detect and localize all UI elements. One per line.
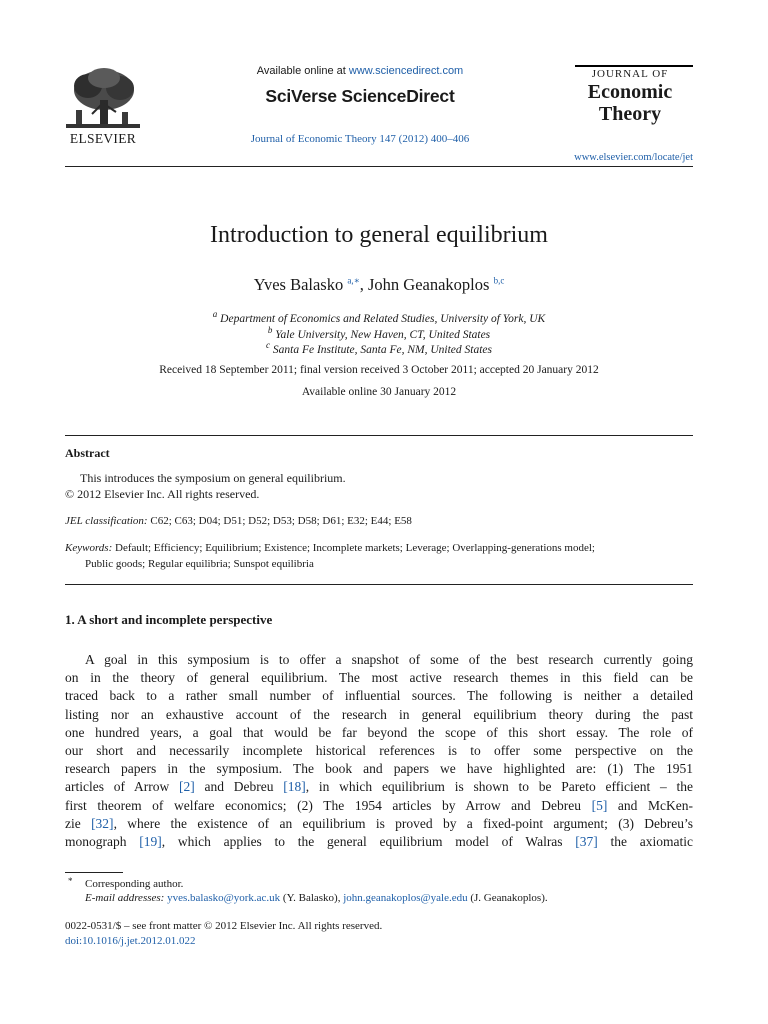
affiliation-text: Santa Fe Institute, Santa Fe, NM, United States: [272, 344, 492, 356]
affiliation-text: Department of Economics and Related Studies, University of York, UK: [220, 313, 546, 325]
body-line: [65, 778, 693, 796]
keywords: [65, 541, 693, 572]
email-owner: (J. Geanakoplos).: [467, 892, 548, 904]
body-line: [65, 815, 693, 833]
reference-link[interactable]: [2]: [179, 779, 195, 795]
body-text-run: monograph: [65, 833, 140, 849]
affiliation: [65, 340, 693, 356]
body-text-run: and Debreu: [194, 779, 284, 795]
body-line: traced back to a rather small number of influential sources. The following is neither a detailed: [65, 688, 693, 704]
reference-link[interactable]: [5]: [591, 797, 608, 813]
jel-classification: [65, 515, 412, 527]
body-text-run: and McKen-: [607, 797, 693, 813]
body-text-run: , which applies to the general equilibrium model of Walras: [161, 833, 576, 849]
affiliation: [65, 325, 693, 341]
journal-logo-line3: Theory: [598, 103, 662, 125]
article-history: Received 18 September 2011; final version received 3 October 2011; accepted 20 January 2012: [159, 364, 599, 376]
body-text-run: zie: [65, 815, 92, 831]
header-divider: [65, 166, 693, 167]
available-online-prefix: Available online at: [256, 65, 349, 77]
affiliation-text: Yale University, New Haven, CT, United States: [275, 329, 491, 341]
body-text-run: articles of Arrow: [65, 779, 180, 795]
journal-logo-line1: JOURNAL OF: [591, 68, 669, 80]
reference-link[interactable]: [32]: [91, 815, 114, 831]
journal-logo-line2: Economic: [587, 81, 673, 103]
body-line: research papers in the symposium. The book and papers we have highlighted are: (1) The 1951: [65, 761, 693, 777]
affiliation-mark: a: [212, 309, 218, 320]
section-body: [65, 651, 693, 851]
keywords-label: Keywords:: [65, 542, 113, 554]
email-addresses: [85, 892, 548, 904]
section-heading: 1. A short and incomplete perspective: [65, 612, 273, 627]
affiliation-mark: c: [266, 340, 270, 351]
author-name: John Geanakoplos: [367, 275, 490, 294]
email-link[interactable]: yves.balasko@york.ac.uk: [167, 892, 281, 904]
body-line: listing nor an exhaustive account of the research in general equilibrium theory during the past: [65, 706, 693, 722]
body-text-run: , in which equilibrium is shown to be Pareto efficient – the: [305, 779, 693, 795]
keywords-line: Public goods; Regular equilibria; Sunspot equilibria: [85, 557, 314, 570]
author-affiliation-marker[interactable]: a,∗: [347, 275, 360, 286]
available-online-line: [200, 65, 520, 77]
affiliation: [65, 309, 693, 325]
footnote-divider: [65, 872, 123, 873]
body-text-run: the axiomatic: [597, 833, 693, 849]
body-line: our short and necessarily incomplete historical references is to offer some perspective on the: [65, 742, 693, 758]
author-name: Yves Balasko: [253, 275, 344, 294]
elsevier-tree-logo: [62, 66, 144, 136]
affiliation-mark: b: [267, 325, 273, 336]
email-owner: (Y. Balasko),: [280, 892, 344, 904]
reference-link[interactable]: [18]: [283, 779, 306, 795]
reference-link[interactable]: [19]: [139, 833, 162, 849]
author-list: [65, 275, 693, 295]
abstract-copyright: © 2012 Elsevier Inc. All rights reserved.: [65, 487, 260, 501]
publisher-name: ELSEVIER: [69, 131, 137, 146]
jel-label: JEL classification:: [65, 515, 148, 527]
reference-link[interactable]: [37]: [575, 833, 598, 849]
keywords-line: Default; Efficiency; Equilibrium; Existence; Incomplete markets; Leverage; Overlapping-generations model;: [112, 542, 595, 554]
corresponding-author-note: Corresponding author.: [85, 878, 184, 890]
body-line: [65, 833, 693, 851]
journal-title-rule: [575, 65, 693, 67]
issn-line: 0022-0531/$ – see front matter © 2012 Elsevier Inc. All rights reserved.: [65, 920, 383, 932]
abstract-top-divider: [65, 435, 693, 436]
body-text-run: first theorem of welfare economics; (2) The 1954 articles by Arrow and Debreu: [65, 797, 592, 813]
body-text-run: , where the existence of an equilibrium is proved by a fixed-point argument; (3) Debreu’s: [113, 815, 693, 831]
paper-title: Introduction to general equilibrium: [210, 222, 548, 248]
journal-logo: [560, 68, 700, 125]
body-line: [65, 797, 693, 815]
sciverse-sciencedirect-logo: SciVerse ScienceDirect: [265, 86, 455, 106]
journal-homepage-link[interactable]: www.elsevier.com/locate/jet: [574, 152, 693, 163]
abstract-heading: Abstract: [65, 446, 110, 460]
body-line: A goal in this symposium is to offer a snapshot of some of the best research currently going: [85, 652, 693, 667]
abstract-bottom-divider: [65, 584, 693, 585]
author-affiliation-marker[interactable]: b,c: [493, 275, 505, 286]
journal-citation[interactable]: Journal of Economic Theory 147 (2012) 400–406: [250, 133, 470, 145]
jel-codes: C62; C63; D04; D51; D52; D53; D58; D61; E32; E44; E58: [147, 515, 412, 527]
available-online-date: Available online 30 January 2012: [301, 386, 457, 398]
email-label: E-mail addresses:: [85, 892, 165, 904]
body-line: on in the theory of general equilibrium. The most active research themes in this field can be: [65, 670, 693, 686]
footnote-marker: *: [68, 876, 73, 886]
body-line: one hundred years, a goal that would be far beyond the scope of this short essay. The role of: [65, 724, 693, 740]
email-link[interactable]: john.geanakoplos@yale.edu: [343, 892, 468, 904]
sciencedirect-link[interactable]: www.sciencedirect.com: [348, 65, 464, 77]
abstract-text: This introduces the symposium on general equilibrium.: [80, 471, 346, 485]
author-separator: ,: [359, 275, 368, 294]
doi-link[interactable]: doi:10.1016/j.jet.2012.01.022: [65, 935, 196, 947]
